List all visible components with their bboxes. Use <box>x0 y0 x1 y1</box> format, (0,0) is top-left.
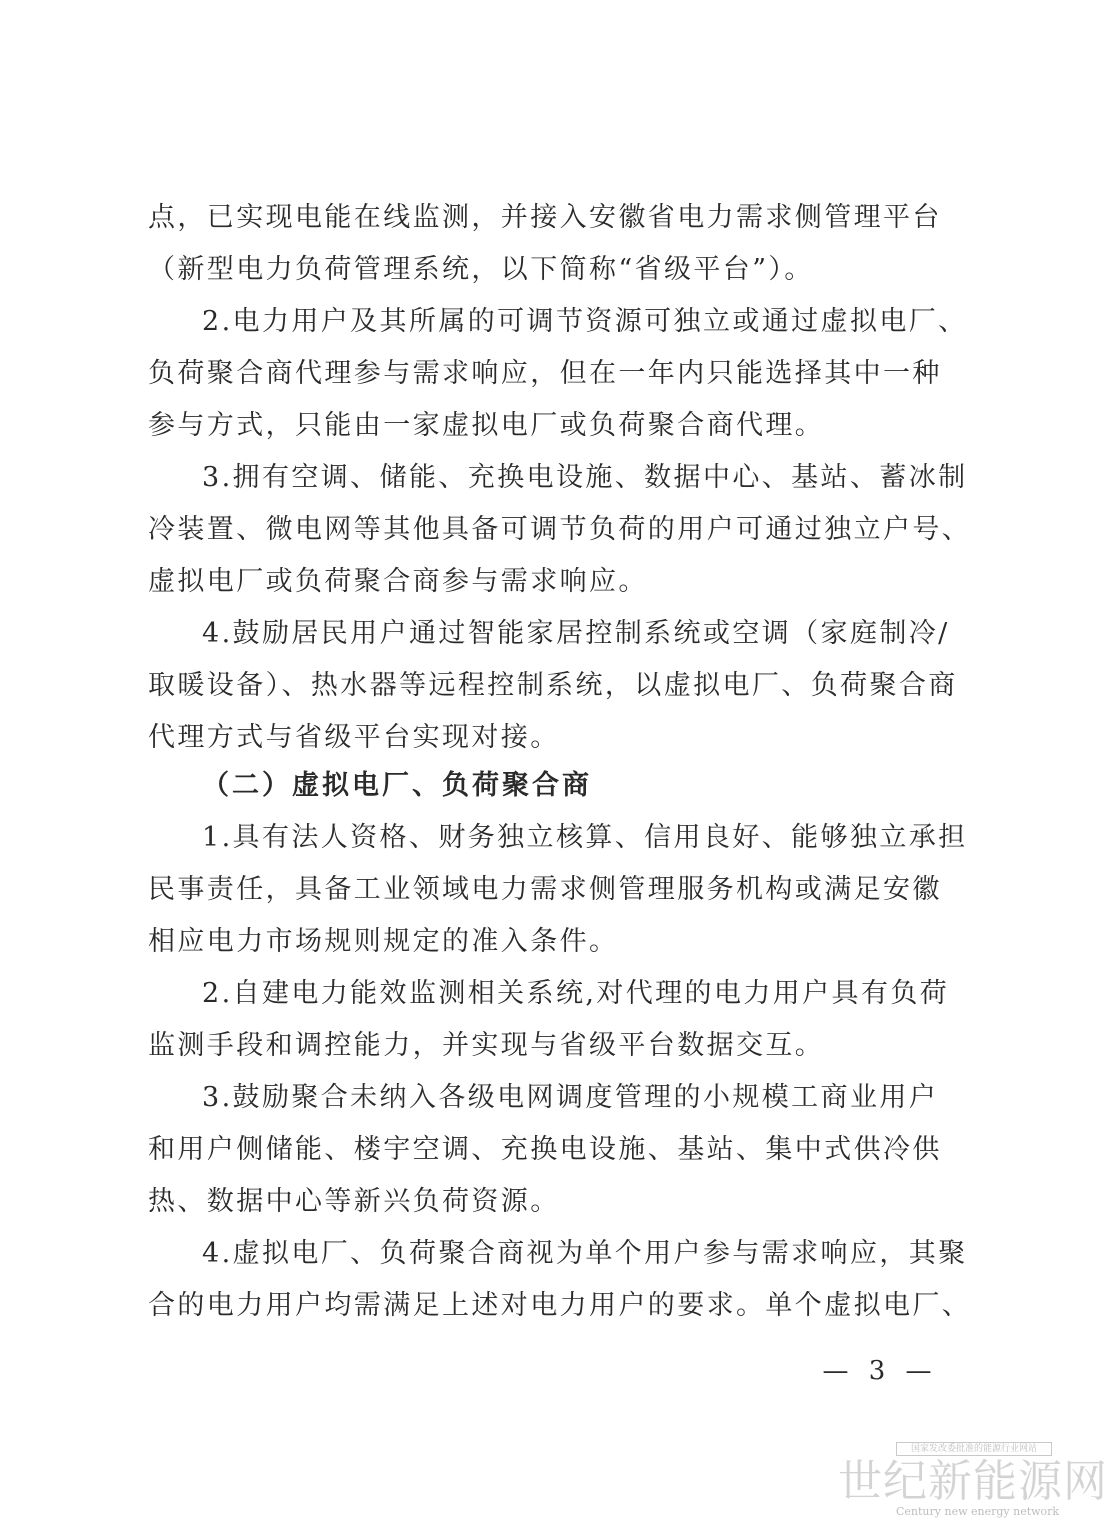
page-number: — 3 — <box>822 1356 938 1386</box>
body-line: 4.虚拟电厂、负荷聚合商视为单个用户参与需求响应，其聚 <box>202 1238 968 1269</box>
body-line: 2.自建电力能效监测相关系统,对代理的电力用户具有负荷 <box>202 978 950 1009</box>
body-line: 取暖设备）、热水器等远程控制系统，以虚拟电厂、负荷聚合商 <box>148 670 958 701</box>
body-line: 冷装置、微电网等其他具备可调节负荷的用户可通过独立户号、 <box>148 514 972 545</box>
body-line: 虚拟电厂或负荷聚合商参与需求响应。 <box>148 566 648 597</box>
watermark-subtitle: Century new energy network <box>896 1505 1060 1518</box>
body-line: 相应电力市场规则规定的准入条件。 <box>148 926 619 957</box>
body-line: 和用户侧储能、楼宇空调、充换电设施、基站、集中式供冷供 <box>148 1134 942 1165</box>
body-line: 监测手段和调控能力，并实现与省级平台数据交互。 <box>148 1030 825 1061</box>
body-line: 代理方式与省级平台实现对接。 <box>148 722 560 753</box>
body-line: 4.鼓励居民用户通过智能家居控制系统或空调（家庭制冷/ <box>202 618 950 649</box>
body-line: 负荷聚合商代理参与需求响应，但在一年内只能选择其中一种 <box>148 358 942 389</box>
section-heading: （二）虚拟电厂、负荷聚合商 <box>202 770 592 801</box>
body-line: 合的电力用户均需满足上述对电力用户的要求。单个虚拟电厂、 <box>148 1290 972 1321</box>
body-line: 民事责任，具备工业领域电力需求侧管理服务机构或满足安徽 <box>148 874 942 905</box>
watermark-title: 世纪新能源网 <box>838 1456 1108 1507</box>
watermark-logo <box>818 1440 1108 1520</box>
body-line: 3.拥有空调、储能、充换电设施、数据中心、基站、蓄冰制 <box>202 462 968 493</box>
body-line: 参与方式，只能由一家虚拟电厂或负荷聚合商代理。 <box>148 410 825 441</box>
body-line: 2.电力用户及其所属的可调节资源可独立或通过虚拟电厂、 <box>202 306 968 337</box>
body-line: 热、数据中心等新兴负荷资源。 <box>148 1186 560 1217</box>
body-line: 点，已实现电能在线监测，并接入安徽省电力需求侧管理平台 <box>148 202 942 233</box>
body-line: 3.鼓励聚合未纳入各级电网调度管理的小规模工商业用户 <box>202 1082 939 1113</box>
watermark-box-text: 国家发改委批准的能源行业网站 <box>896 1442 1052 1456</box>
body-line: （新型电力负荷管理系统，以下简称“省级平台”）。 <box>148 254 814 285</box>
body-line: 1.具有法人资格、财务独立核算、信用良好、能够独立承担 <box>202 822 968 853</box>
